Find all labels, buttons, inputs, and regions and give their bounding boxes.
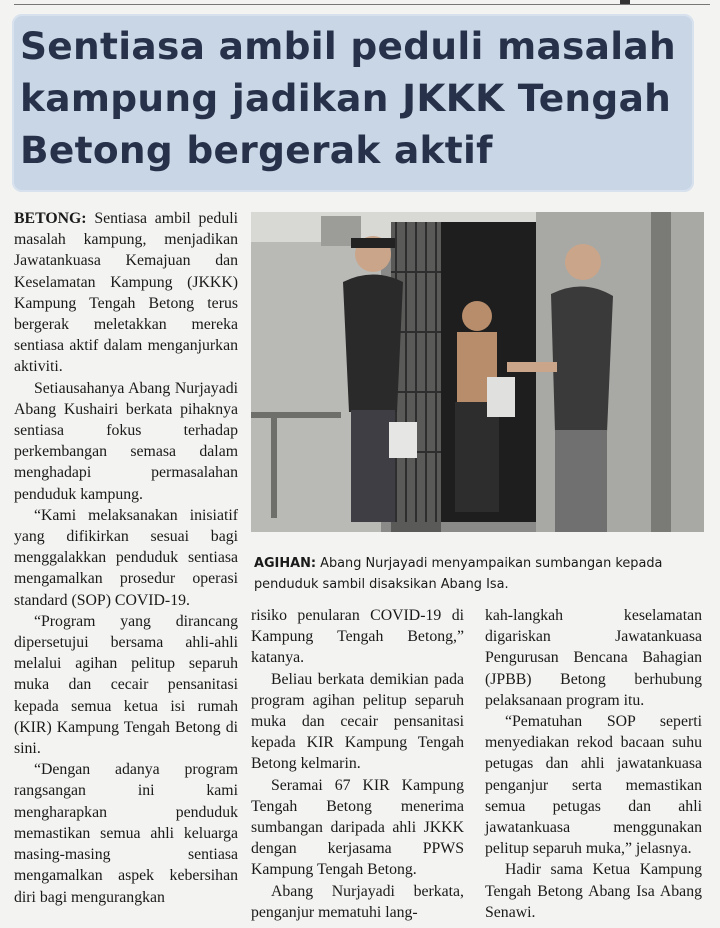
caption-text: Abang Nurjayadi menyampaikan sumbangan kepada penduduk sambil disaksikan Abang Isa. bbox=[254, 556, 663, 592]
article-column-2 bbox=[251, 605, 464, 923]
paragraph: “Kami melaksanakan inisiatif yang difikirkan sesuai bagi menggalakkan penduduk sentiasa mengamalkan prosedur operasi standard (SOP) COVID-19. bbox=[14, 506, 238, 609]
paragraph: “Pematuhan SOP seperti menyediakan rekod bacaan suhu petugas dan ahli jawatankuasa penganjur serta memastikan semua petugas dan ahli jawatankuasa menggunakan pelitup separuh muka,” jelasnya. bbox=[485, 713, 702, 858]
paragraph: Beliau berkata demikian pada program agihan pelitup separuh muka dan cecair pensanitasi kepada KIR Kampung Tengah Betong kelmarin. bbox=[251, 670, 464, 773]
paragraph: Setiausahanya Abang Nurjayadi Abang Kushairi berkata pihaknya sentiasa fokus terhadap perkembangan semasa dalam menghadapi permasalahan penduduk kampung. bbox=[14, 379, 238, 503]
news-photo bbox=[251, 212, 704, 532]
paragraph: Seramai 67 KIR Kampung Tengah Betong menerima sumbangan daripada ahli JKKK dengan kerjasama PPWS Kampung Tengah Betong. bbox=[251, 776, 464, 879]
top-rule-marker bbox=[620, 0, 630, 4]
lead-paragraph bbox=[14, 208, 238, 378]
headline-banner bbox=[12, 14, 694, 192]
paragraph: Abang Nurjayadi berkata, penganjur mematuhi lang- bbox=[251, 882, 464, 921]
article-headline: Sentiasa ambil peduli masalah kampung jadikan JKKK Tengah Betong bergerak aktif bbox=[20, 24, 677, 172]
paragraph: “Dengan adanya program rangsangan ini kami mengharapkan penduduk memastikan semua ahli keluarga masing-masing sentiasa mengamalkan aspek kebersihan diri bagi mengurangkan bbox=[14, 761, 238, 906]
article-column-1 bbox=[14, 208, 238, 908]
paragraph: risiko penularan COVID-19 di Kampung Tengah Betong,” katanya. bbox=[251, 607, 464, 667]
paragraph: “Program yang dirancang dipersetujui bersama ahli-ahli melalui agihan pelitup separuh muka dan cecair pensanitasi kepada semua ketua isi rumah (KIR) Kampung Tengah Betong di sini. bbox=[14, 612, 238, 758]
paragraph: Hadir sama Ketua Kampung Tengah Betong Abang Isa Abang Senawi. bbox=[485, 861, 702, 921]
photo-caption bbox=[254, 553, 706, 595]
paragraph: kah-langkah keselamatan digariskan Jawatankuasa Pengurusan Bencana Bahagian (JPBB) Betong berhubung pelaksanaan program itu. bbox=[485, 607, 702, 709]
dateline: BETONG: bbox=[14, 210, 87, 227]
lead-text: Sentiasa ambil peduli masalah kampung, menjadikan Jawatankuasa Kemajuan dan Keselamatan Kampung (JKKK) Kampung Tengah Betong terus bergerak meletakkan mereka sentiasa aktif dalam menganjurkan aktiviti. bbox=[14, 210, 238, 376]
top-rule bbox=[14, 4, 710, 5]
photo-illustration bbox=[251, 212, 704, 532]
caption-label: AGIHAN: bbox=[254, 556, 317, 571]
article-column-3 bbox=[485, 605, 702, 923]
